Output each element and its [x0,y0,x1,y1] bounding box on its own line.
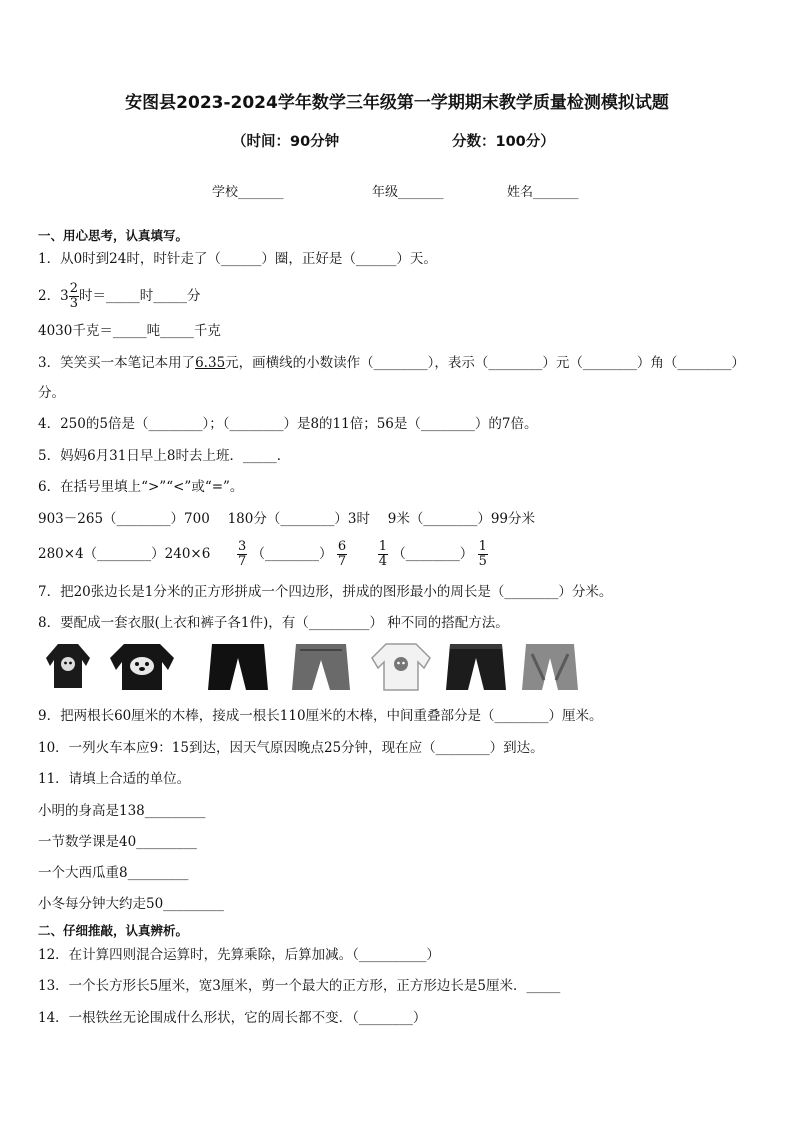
question-6-row1: 903－265（________）700 180分（________）3时 9米（________）99分米 [38,511,536,527]
name-field: 姓名_______ [507,185,579,200]
school-field: 学校_______ [212,185,284,200]
question-5: 5．妈妈6月31日早上8时去上班．_____． [38,448,291,464]
question-7: 7．把20张边长是1分米的正方形拼成一个四边形，拼成的图形最小的周长是（________）分米。 [38,584,613,600]
question-2-prefix: 2．3 [38,288,69,304]
fraction: $\frac{3}{7}$ [237,539,247,569]
exam-title: 安图县2023-2024学年数学三年级第一学期期末教学质量检测模拟试题 [125,93,669,113]
fraction: $\frac{6}{7}$ [337,539,347,569]
question-1: 1．从0时到24时，时针走了（______）圈，正好是（______）天。 [38,251,437,267]
question-3: 3．笑笑买一本笔记本用了6.35元，画横线的小数读作（________），表示（________）元（________）角（________） [38,355,745,371]
question-12: 12．在计算四则混合运算时，先算乘除，后算加减。（__________） [38,947,440,963]
question-2-line2: 4030千克＝_____吨_____千克 [38,323,221,339]
fraction: $\frac{1}{5}$ [478,539,487,569]
question-11: 11．请填上合适的单位。 [38,771,191,787]
question-11-walk: 小冬每分钟大约走50_________ [38,896,224,912]
section-heading-1: 一、用心思考，认真填写。 [38,228,189,243]
question-14: 14．一根铁丝无论围成什么形状，它的周长都不变．（________） [38,1010,427,1026]
question-11-class: 一节数学课是40_________ [38,834,197,850]
black-pants-image [206,640,270,696]
grey-jeans-image [520,640,580,696]
underlined-decimal: 6.35 [195,355,226,371]
black-jeans-image [444,640,508,696]
question-8: 8．要配成一套衣服(上衣和裤子各1件)，有（_________） 种不同的搭配方法。 [38,615,509,631]
question-2-suffix: 时＝_____时_____分 [78,288,201,304]
question-2 [38,282,200,311]
question-10: 10．一列火车本应9：15到达，因天气原因晚点25分钟，现在应（________）到达。 [38,740,544,756]
time-limit: （时间：90分钟 [232,134,340,150]
grey-pants-image [290,640,352,696]
question-9: 9．把两根长60厘米的木棒，接成一根长110厘米的木棒，中间重叠部分是（________）厘米。 [38,708,603,724]
question-13: 13．一个长方形长5厘米，宽3厘米，剪一个最大的正方形，正方形边长是5厘米．_____ [38,978,561,994]
question-11-watermelon: 一个大西瓜重8_________ [38,865,189,881]
bear-sweater-image [108,640,176,696]
question-6: 6．在括号里填上“>”“<”或“=”。 [38,479,244,495]
section-heading-2: 二、仔细推敲，认真辨析。 [38,923,189,938]
white-sweater-image [370,640,432,696]
question-3-line2: 分。 [38,385,65,401]
question-11-height: 小明的身高是138_________ [38,803,206,819]
fraction: $\frac{1}{4}$ [378,539,387,569]
total-score: 分数：100分） [452,134,555,150]
question-6-row2: 280×4（________）240×6 $\frac{3}{7}$ （________） $\frac{6}{7}$ $\frac{1}{4}$ （________） $\frac{1}{5}$ [38,539,487,569]
grade-field: 年级_______ [372,185,444,200]
fraction: $\frac{2}{3}$ [69,281,78,311]
black-sweater-image [44,640,92,696]
question-4: 4．250的5倍是（________）；（________）是8的11倍；56是（________）的7倍。 [38,416,538,432]
